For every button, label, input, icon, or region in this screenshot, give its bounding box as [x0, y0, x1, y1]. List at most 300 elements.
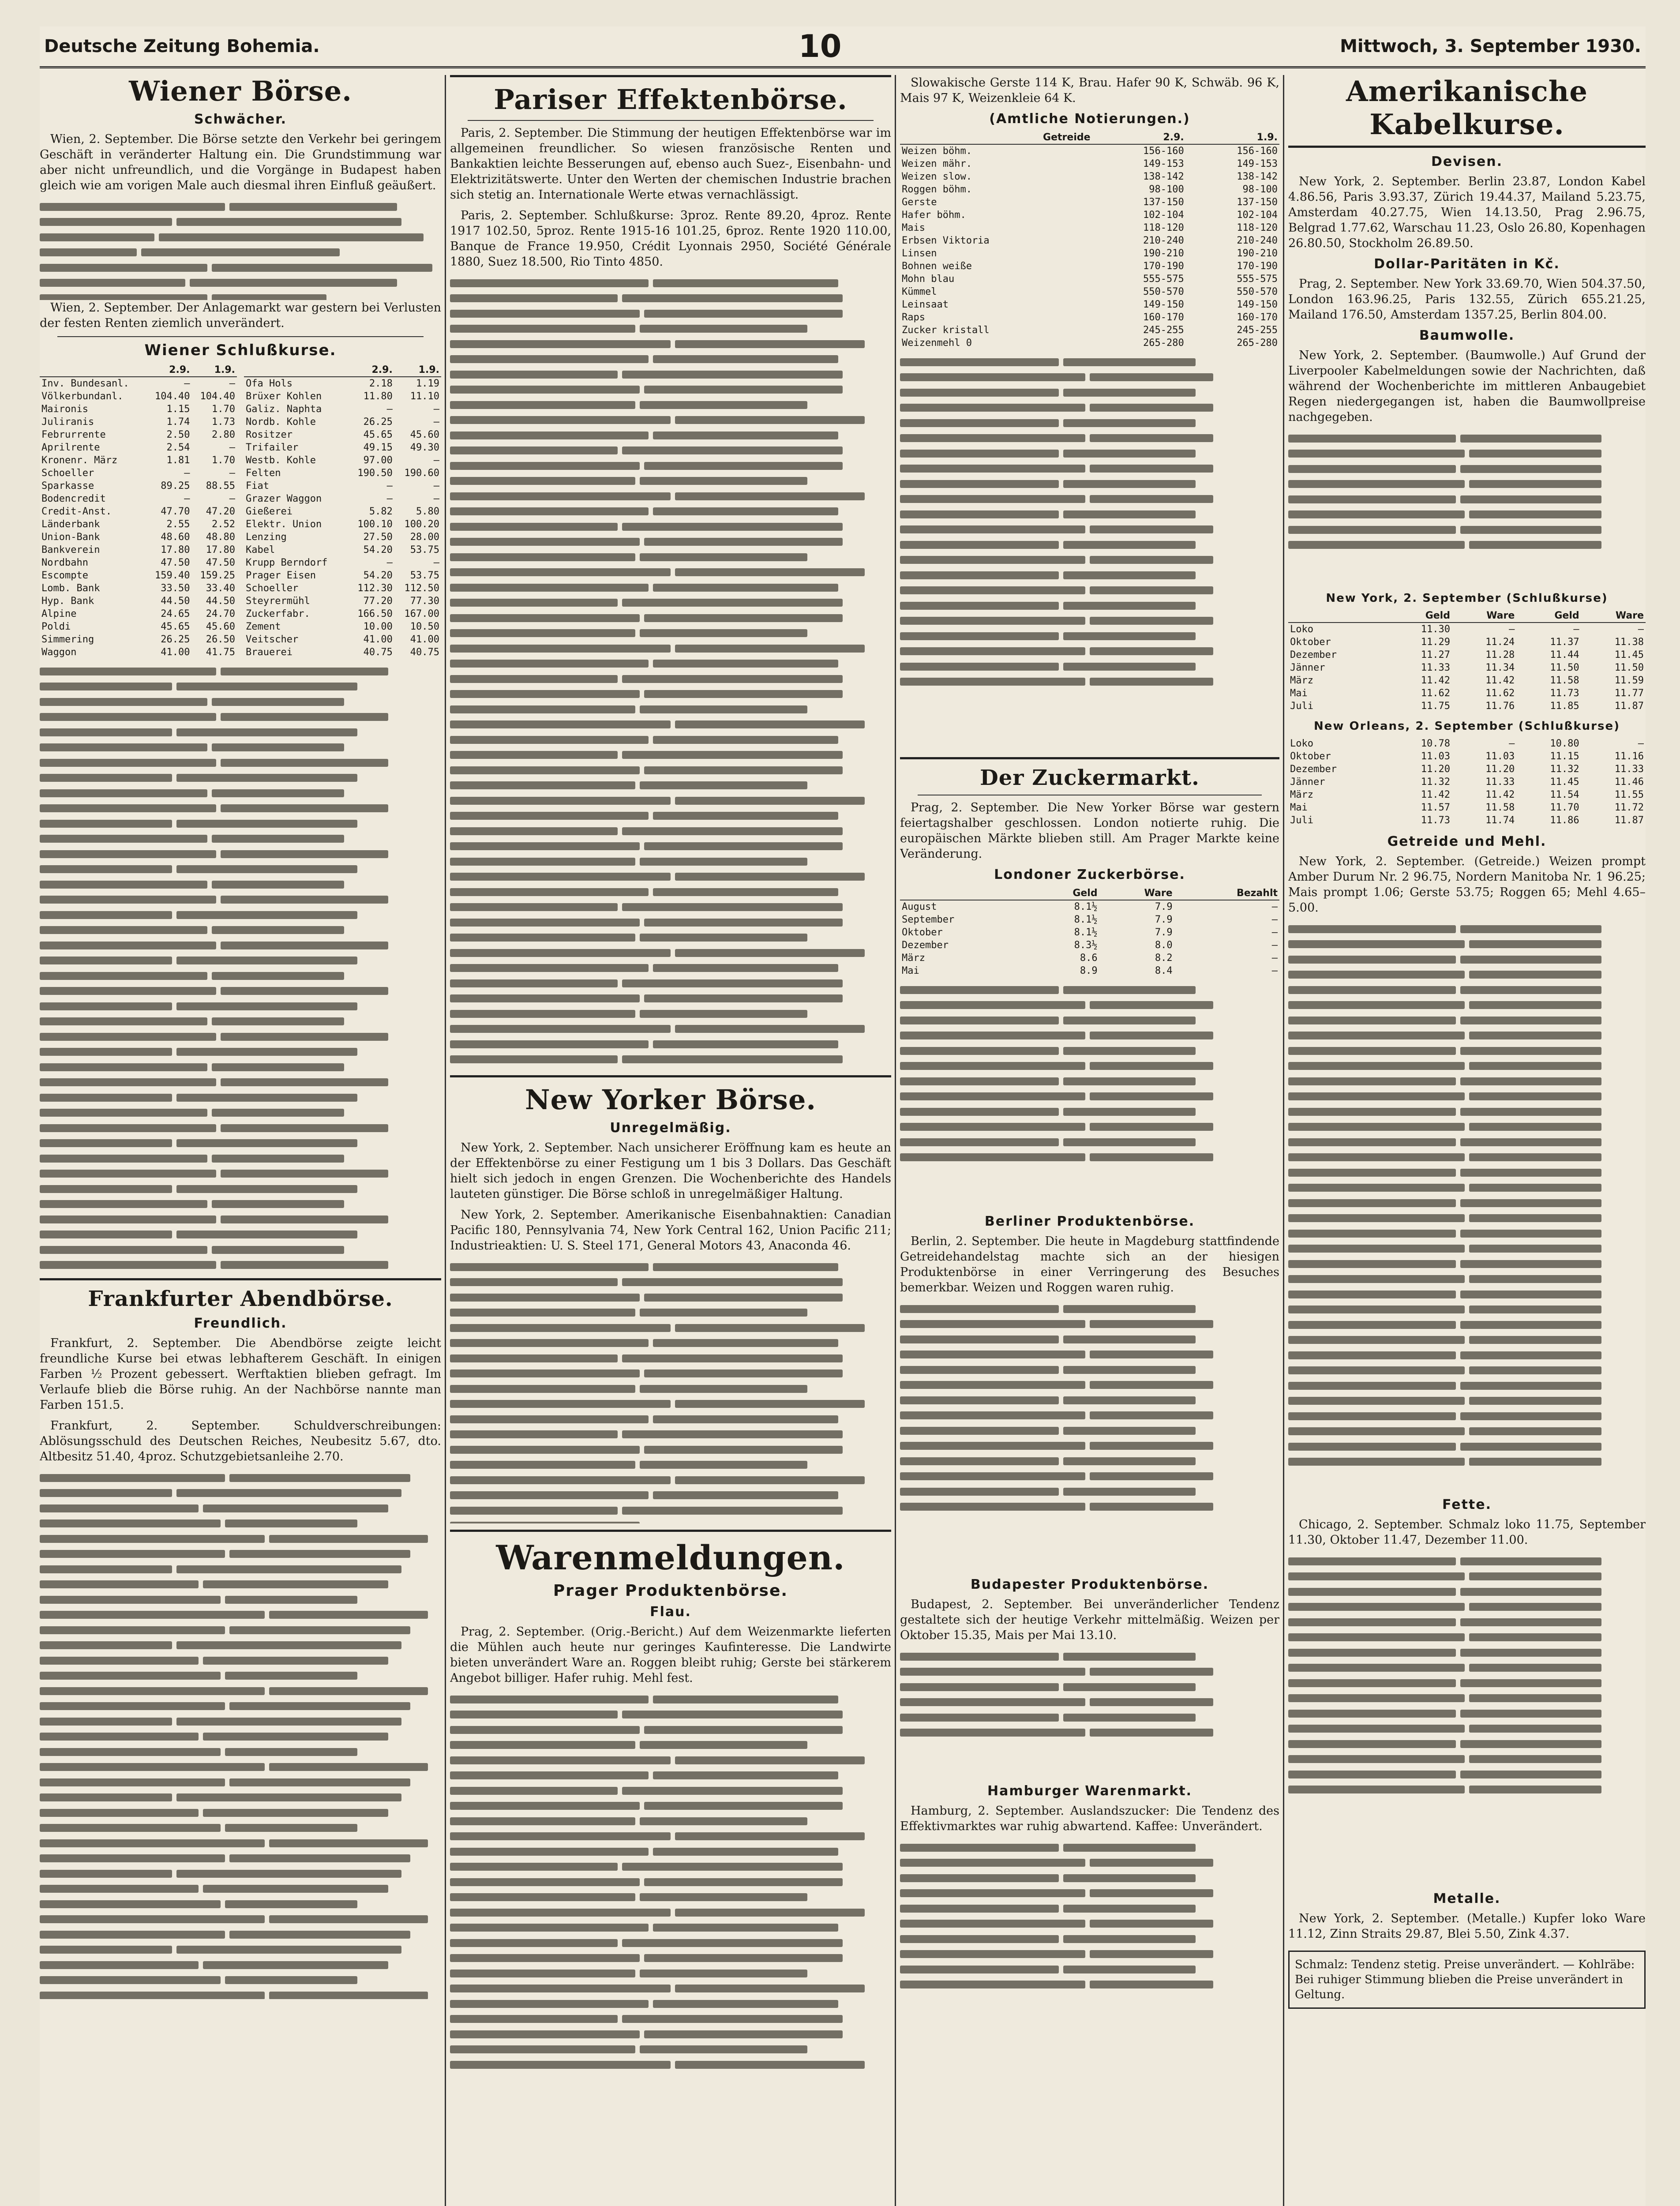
date-line: Mittwoch, 3. September 1930.: [1340, 36, 1641, 56]
row-label: Union-Bank: [41, 532, 100, 543]
quote-value: 138-142: [1143, 171, 1184, 182]
table-row: [900, 170, 1279, 183]
quote-value: 156-160: [1237, 146, 1278, 157]
row-label: Felten: [246, 468, 281, 479]
quote-value: —: [229, 493, 235, 504]
quote-value: 1.74: [166, 416, 190, 428]
quote-value: 11.42: [1421, 789, 1450, 800]
quote-value: 44.50: [206, 596, 235, 607]
quote-value: 11.59: [1614, 675, 1644, 686]
quote-value: 45.65: [161, 621, 190, 632]
table-row: [900, 324, 1279, 337]
article-paragraph: New York, 2. September. Berlin 23.87, London Kabel 4.86.56, Paris 3.93.37, Zürich 19.44.37, Mailand 5.23.75, Amsterdam 40.27.75, Wien 14.13.50, Prag 2.96.75, Belgrad 1.77.62, Warschau 11.23, Oslo 26.80, Kopenhagen 26.80.50, Stockholm 26.89.50.: [1288, 175, 1646, 250]
table-header-cell: Getreide: [900, 131, 1092, 144]
quote-value: 11.72: [1614, 802, 1644, 813]
quote-value: 190.60: [404, 468, 439, 479]
column-rule: [445, 75, 446, 2206]
table-row: [244, 480, 441, 492]
paper-name: Deutsche Zeitung Bohemia.: [44, 36, 320, 56]
table-row: [40, 620, 237, 633]
quote-value: 45.65: [363, 429, 393, 440]
row-label: Bodencredit: [41, 493, 106, 504]
quote-value: 10.00: [363, 621, 393, 632]
row-label: Nordb. Kohle: [246, 416, 316, 428]
column-rule: [1283, 75, 1284, 2206]
row-label: Kabel: [246, 544, 275, 555]
table-row: [1288, 649, 1646, 661]
quote-value: —: [1638, 624, 1644, 635]
illegible-text-block: [40, 199, 441, 300]
quote-value: 98-100: [1149, 184, 1184, 195]
row-label: Poldi: [41, 621, 71, 632]
article-paragraph: Frankfurt, 2. September. Schuldverschreibungen: Ablösungsschuld des Deutschen Reiches, Neubesitz 5.67, dto. Altbesitz 51.40, 4proz. Schutzgebietsanleihe 2.70.: [40, 1419, 441, 1463]
section-title-berlin: Berliner Produktenbörse.: [984, 1214, 1195, 1229]
quote-value: 77.20: [363, 596, 393, 607]
quote-value: 160-170: [1143, 312, 1184, 323]
market-notice-text: Schmalz: Tendenz stetig. Preise unverändert. — Kohlräbe: Bei ruhiger Stimmung blieben die Preise unverändert in Geltung.: [1295, 1958, 1635, 2001]
quote-value: 11.45: [1614, 649, 1644, 660]
quote-value: 11.87: [1614, 701, 1644, 712]
section-title-grain: Getreide und Mehl.: [1387, 834, 1547, 849]
vienna-quotes-tables: [40, 364, 441, 659]
quote-value: 11.87: [1614, 815, 1644, 826]
table-row: [40, 582, 237, 595]
quote-value: 2.18: [369, 378, 393, 389]
row-label: Kümmel: [902, 286, 937, 297]
quote-value: 2.50: [166, 429, 190, 440]
table-row: [40, 390, 237, 403]
illegible-text-block: [900, 982, 1279, 1211]
table-row: [900, 298, 1279, 311]
quote-value: —: [1509, 624, 1515, 635]
quote-value: 54.20: [363, 570, 393, 581]
table-row: [244, 428, 441, 441]
table-header-cell: 1.9.: [394, 364, 441, 377]
row-label: Dezember: [1290, 764, 1337, 775]
quote-value: 555-575: [1237, 274, 1278, 285]
quote-value: 265-280: [1237, 338, 1278, 349]
row-label: Steyrermühl: [246, 596, 310, 607]
quote-value: 102-104: [1237, 210, 1278, 221]
quote-value: 11.50: [1550, 662, 1579, 673]
quote-value: 45.60: [206, 621, 235, 632]
table-row: [244, 467, 441, 480]
table-row: [900, 964, 1279, 977]
quote-value: 26.50: [206, 634, 235, 645]
table-header-cell: Bezahlt: [1174, 887, 1279, 900]
quote-value: 10.50: [410, 621, 439, 632]
table-title-produce: (Amtliche Notierungen.): [989, 111, 1190, 127]
quote-value: 11.33: [1614, 764, 1644, 775]
table-header-cell: Ware: [1099, 887, 1174, 900]
quote-value: —: [1573, 624, 1579, 635]
produce-quotes-table: [900, 131, 1279, 349]
row-label: Hyp. Bank: [41, 596, 94, 607]
row-label: Sparkasse: [41, 480, 94, 491]
section-title-frankfurt: Frankfurter Abendbörse.: [88, 1287, 393, 1311]
illegible-text-block: [900, 1648, 1279, 1781]
table-row: [244, 505, 441, 518]
quote-value: 11.16: [1614, 751, 1644, 762]
row-label: Loko: [1290, 624, 1313, 635]
table-row: [244, 377, 441, 390]
article-paragraph: Berlin, 2. September. Die heute in Magdeburg stattfindende Getreidehandelstag machte sich an der hiesigen Produktenbörse in einer Verringerung des Besuches bemerkbar. Weizen und Roggen waren ruhig.: [900, 1234, 1279, 1294]
quote-value: 11.45: [1550, 777, 1579, 788]
quote-value: 11.73: [1421, 815, 1450, 826]
table-row: [900, 337, 1279, 349]
quote-value: 1.81: [166, 455, 190, 466]
table-row: [900, 285, 1279, 298]
row-label: Alpine: [41, 608, 77, 619]
table-row: [40, 480, 237, 492]
row-label: Juli: [1290, 701, 1313, 712]
quote-value: 11.85: [1550, 701, 1579, 712]
row-label: Waggon: [41, 647, 77, 658]
table-row: [244, 441, 441, 454]
quote-value: 27.50: [363, 532, 393, 543]
table-row: [244, 492, 441, 505]
quote-value: 11.80: [363, 391, 393, 402]
row-label: Grazer Waggon: [246, 493, 322, 504]
quote-value: 40.75: [363, 647, 393, 658]
quote-value: 40.75: [410, 647, 439, 658]
quote-value: 2.55: [166, 519, 190, 530]
row-label: Lomb. Bank: [41, 583, 100, 594]
row-label: Jänner: [1290, 662, 1325, 673]
row-label: Weizen böhm.: [902, 146, 972, 157]
table-row: [1288, 700, 1646, 713]
quote-value: 11.29: [1421, 637, 1450, 648]
quote-value: 2.52: [212, 519, 235, 530]
quote-value: 104.40: [155, 391, 190, 402]
table-row: [1288, 776, 1646, 788]
quote-value: —: [1271, 965, 1278, 976]
table-row: [1288, 661, 1646, 674]
row-label: Lenzing: [246, 532, 287, 543]
quote-value: 10.80: [1550, 738, 1579, 749]
quote-value: 11.38: [1614, 637, 1644, 648]
row-label: Völkerbundanl.: [41, 391, 124, 402]
row-label: Escompte: [41, 570, 88, 581]
market-notice-box: [1288, 1951, 1646, 2009]
table-row: [40, 416, 237, 428]
table-row: [900, 926, 1279, 939]
quote-value: 11.62: [1485, 688, 1515, 699]
table-header-cell: Geld: [1516, 609, 1581, 623]
quote-value: 1.19: [416, 378, 439, 389]
table-row: [244, 595, 441, 608]
table-row: [900, 913, 1279, 926]
quote-value: 245-255: [1237, 325, 1278, 336]
quote-value: 28.00: [410, 532, 439, 543]
article-paragraph: Frankfurt, 2. September. Die Abendbörse zeigte leicht freundliche Kurse bei etwas lebhafterem Geschäft. In einigen Farben ½ Prozent gebessert. Werftaktien blieben gefragt. Im Verlaufe blieb die Börse ruhig. An der Nachbörse nannte man Farben 151.5.: [40, 1336, 441, 1412]
article-paragraph: Budapest, 2. September. Bei unveränderlicher Tendenz gestaltete sich der heutige Verkehr mittelmäßig. Weizen per Oktober 15.35, Mais per Mai 13.10.: [900, 1598, 1279, 1642]
row-label: Bankverein: [41, 544, 100, 555]
table-row: [244, 569, 441, 582]
section-title-budapest: Budapester Produktenbörse.: [970, 1577, 1209, 1592]
row-label: Dezember: [902, 940, 949, 951]
quote-value: 48.80: [206, 532, 235, 543]
quote-value: 170-190: [1237, 261, 1278, 272]
vienna-quotes-table-left: [40, 364, 237, 659]
table-row: [244, 416, 441, 428]
quote-value: 166.50: [357, 608, 393, 619]
section-title-sugar: Der Zuckermarkt.: [980, 765, 1200, 790]
quote-value: 49.15: [363, 442, 393, 453]
quote-value: 11.15: [1550, 751, 1579, 762]
illegible-text-block: [1288, 921, 1646, 1494]
quote-value: 97.00: [363, 455, 393, 466]
row-label: August: [902, 901, 937, 912]
quote-value: 11.20: [1485, 764, 1515, 775]
row-label: September: [902, 914, 955, 925]
quote-value: 7.9: [1155, 927, 1173, 938]
table-row: [40, 518, 237, 531]
section-subtitle-prague: Prager Produktenbörse.: [553, 1582, 788, 1600]
illegible-text-block: [900, 1301, 1279, 1574]
table-row: [244, 454, 441, 467]
row-label: Bohnen weiße: [902, 261, 972, 272]
quote-value: 11.34: [1485, 662, 1515, 673]
row-label: März: [1290, 675, 1313, 686]
section-subtitle: Freundlich.: [194, 1316, 287, 1331]
quote-value: 11.30: [1421, 624, 1450, 635]
row-label: Erbsen Viktoria: [902, 235, 990, 246]
quote-value: 167.00: [404, 608, 439, 619]
quote-value: 11.03: [1485, 751, 1515, 762]
quote-value: 11.33: [1485, 777, 1515, 788]
table-header-cell: Geld: [1032, 887, 1099, 900]
table-row: [244, 646, 441, 659]
quote-value: —: [433, 493, 439, 504]
column-american-cables: [1288, 75, 1646, 2206]
quote-value: 159.40: [155, 570, 190, 581]
table-row: [900, 183, 1279, 196]
quote-value: 8.0: [1155, 940, 1173, 951]
column-vienna: [40, 75, 441, 2206]
illegible-text-block: [450, 275, 891, 1069]
quote-value: 7.9: [1155, 914, 1173, 925]
row-label: Rositzer: [246, 429, 292, 440]
table-row: [1288, 788, 1646, 801]
quote-value: 265-280: [1143, 338, 1184, 349]
row-label: Loko: [1290, 738, 1313, 749]
quote-value: 33.50: [161, 583, 190, 594]
table-header-cell: Geld: [1388, 609, 1452, 623]
table-row: [900, 234, 1279, 247]
section-title-fats: Fette.: [1442, 1497, 1492, 1512]
quote-value: 1.15: [166, 404, 190, 415]
quote-value: —: [1271, 940, 1278, 951]
quote-value: 11.03: [1421, 751, 1450, 762]
table-row: [1288, 737, 1646, 750]
quote-value: 190.50: [357, 468, 393, 479]
table-title-newyork-cotton: New York, 2. September (Schlußkurse): [1326, 592, 1608, 605]
quote-value: 11.58: [1485, 802, 1515, 813]
quote-value: —: [433, 404, 439, 415]
row-label: Zuckerfabr.: [246, 608, 310, 619]
table-row: [1288, 674, 1646, 687]
quote-value: 24.65: [161, 608, 190, 619]
quote-value: 8.3½: [1074, 940, 1098, 951]
quote-value: 98-100: [1242, 184, 1278, 195]
quote-value: 11.42: [1421, 675, 1450, 686]
table-header-cell: [244, 364, 348, 377]
row-label: Westb. Kohle: [246, 455, 316, 466]
quote-value: 33.40: [206, 583, 235, 594]
quote-value: 26.25: [161, 634, 190, 645]
quote-value: 1.70: [212, 455, 235, 466]
quote-value: —: [1509, 738, 1515, 749]
table-title-vienna: Wiener Schlußkurse.: [144, 341, 337, 359]
quote-value: 2.80: [212, 429, 235, 440]
row-label: März: [1290, 789, 1313, 800]
quote-value: 100.20: [404, 519, 439, 530]
quote-value: 24.70: [206, 608, 235, 619]
quote-value: 1.73: [212, 416, 235, 428]
illegible-text-block: [40, 1470, 441, 1999]
row-label: Linsen: [902, 248, 937, 259]
quote-value: 11.76: [1485, 701, 1515, 712]
table-row: [900, 952, 1279, 964]
quote-value: 45.60: [410, 429, 439, 440]
quote-value: 44.50: [161, 596, 190, 607]
row-label: Juli: [1290, 815, 1313, 826]
article-paragraph: Wien, 2. September. Der Anlagemarkt war gestern bei Verlusten der festen Renten ziemlich unverändert.: [40, 301, 441, 330]
quote-value: 190-210: [1237, 248, 1278, 259]
quote-value: 245-255: [1143, 325, 1184, 336]
quote-value: 88.55: [206, 480, 235, 491]
row-label: Aprilrente: [41, 442, 100, 453]
row-label: Weizen mähr.: [902, 158, 972, 169]
quote-value: 118-120: [1237, 222, 1278, 233]
column-paris-newyork: [450, 75, 891, 2206]
quote-value: 160-170: [1237, 312, 1278, 323]
quote-value: 11.57: [1421, 802, 1450, 813]
table-row: [244, 403, 441, 416]
quote-value: 54.20: [363, 544, 393, 555]
quote-value: 149-150: [1143, 299, 1184, 310]
illegible-text-block: [900, 1839, 1279, 2060]
quote-value: 11.54: [1550, 789, 1579, 800]
row-label: Schoeller: [246, 583, 299, 594]
table-row: [40, 569, 237, 582]
quote-value: 17.80: [206, 544, 235, 555]
row-label: Mai: [1290, 688, 1308, 699]
table-row: [1288, 814, 1646, 827]
quote-value: 47.20: [206, 506, 235, 517]
quote-value: 137-150: [1237, 197, 1278, 208]
quote-value: 47.50: [161, 557, 190, 568]
table-row: [244, 556, 441, 569]
quote-value: 26.25: [363, 416, 393, 428]
section-title-vienna: Wiener Börse.: [129, 75, 352, 107]
row-label: Dezember: [1290, 649, 1337, 660]
article-paragraph: New York, 2. September. (Getreide.) Weizen prompt Amber Durum Nr. 2 96.75, Nordern Manitoba Nr. 1 96.25; Mais prompt 1.06; Gerste 53.75; Roggen 65; Mehl 4.65–5.00.: [1288, 855, 1646, 915]
quote-value: 17.80: [161, 544, 190, 555]
quote-value: 49.30: [410, 442, 439, 453]
row-label: Gießerei: [246, 506, 292, 517]
section-title-cotton: Baumwolle.: [1419, 328, 1515, 343]
section-title-hamburg: Hamburger Warenmarkt.: [987, 1783, 1192, 1799]
quote-value: 8.1½: [1074, 914, 1098, 925]
london-sugar-table: [900, 887, 1279, 977]
quote-value: 5.82: [369, 506, 393, 517]
quote-value: 47.70: [161, 506, 190, 517]
quote-value: 41.00: [161, 647, 190, 658]
table-row: [1288, 801, 1646, 814]
table-header-cell: 1.9.: [192, 364, 237, 377]
quote-value: 11.50: [1614, 662, 1644, 673]
table-row: [244, 390, 441, 403]
table-row: [1288, 636, 1646, 649]
row-label: Trifailer: [246, 442, 299, 453]
table-row: [40, 377, 237, 390]
row-label: Mais: [902, 222, 925, 233]
quote-value: —: [386, 557, 393, 568]
row-label: Brauerei: [246, 647, 292, 658]
quote-value: 2.54: [166, 442, 190, 453]
quote-value: —: [229, 442, 235, 453]
quote-value: —: [433, 557, 439, 568]
table-row: [40, 595, 237, 608]
quote-value: —: [1638, 738, 1644, 749]
quote-value: 11.20: [1421, 764, 1450, 775]
quote-value: 138-142: [1237, 171, 1278, 182]
quote-value: 550-570: [1237, 286, 1278, 297]
quote-value: 550-570: [1143, 286, 1184, 297]
quote-value: —: [433, 416, 439, 428]
quote-value: 11.75: [1421, 701, 1450, 712]
row-label: Hafer böhm.: [902, 210, 966, 221]
section-title-paris: Pariser Effektenbörse.: [494, 83, 848, 116]
quote-value: 11.73: [1550, 688, 1579, 699]
column-rule: [895, 75, 896, 2206]
table-row: [1288, 763, 1646, 776]
quote-value: 53.75: [410, 570, 439, 581]
quote-value: 100.10: [357, 519, 393, 530]
illegible-text-block: [450, 1259, 891, 1523]
row-label: Fiat: [246, 480, 269, 491]
column-produce: [900, 75, 1279, 2206]
section-title-newyork: New Yorker Börse.: [525, 1084, 816, 1116]
quote-value: 47.50: [206, 557, 235, 568]
row-label: Ofa Hols: [246, 378, 292, 389]
table-row: [244, 518, 441, 531]
quote-value: —: [1271, 914, 1278, 925]
article-paragraph: New York, 2. September. Nach unsicherer Eröffnung kam es heute an der Effektenbörse zu einer Festigung um 1 bis 3 Dollars. Das Geschäft hielt sich jedoch in engen Grenzen. Die Wochenberichte des Handels lauteten günstiger. Die Börse schloß in unregelmäßiger Haltung.: [450, 1141, 891, 1201]
section-subtitle: Unregelmäßig.: [610, 1120, 731, 1136]
quote-value: 159.25: [200, 570, 235, 581]
quote-value: 149-153: [1143, 158, 1184, 169]
quote-value: 210-240: [1237, 235, 1278, 246]
section-subtitle: Schwächer.: [194, 112, 287, 127]
quote-value: 89.25: [161, 480, 190, 491]
row-label: Mai: [1290, 802, 1308, 813]
table-row: [900, 939, 1279, 952]
row-label: Simmering: [41, 634, 94, 645]
article-paragraph: Prag, 2. September. Die New Yorker Börse war gestern feiertagshalber geschlossen. London notierte ruhig. Die europäischen Märkte blieben still. Am Prager Markte keine Veränderung.: [900, 801, 1279, 861]
quote-value: —: [386, 404, 393, 415]
table-row: [900, 900, 1279, 913]
quote-value: 11.44: [1550, 649, 1579, 660]
row-label: Schoeller: [41, 468, 94, 479]
quote-value: 11.62: [1421, 688, 1450, 699]
section-subtitle: Devisen.: [1431, 154, 1503, 169]
quote-value: 104.40: [200, 391, 235, 402]
table-row: [900, 209, 1279, 221]
section-title-metals: Metalle.: [1433, 1891, 1501, 1906]
